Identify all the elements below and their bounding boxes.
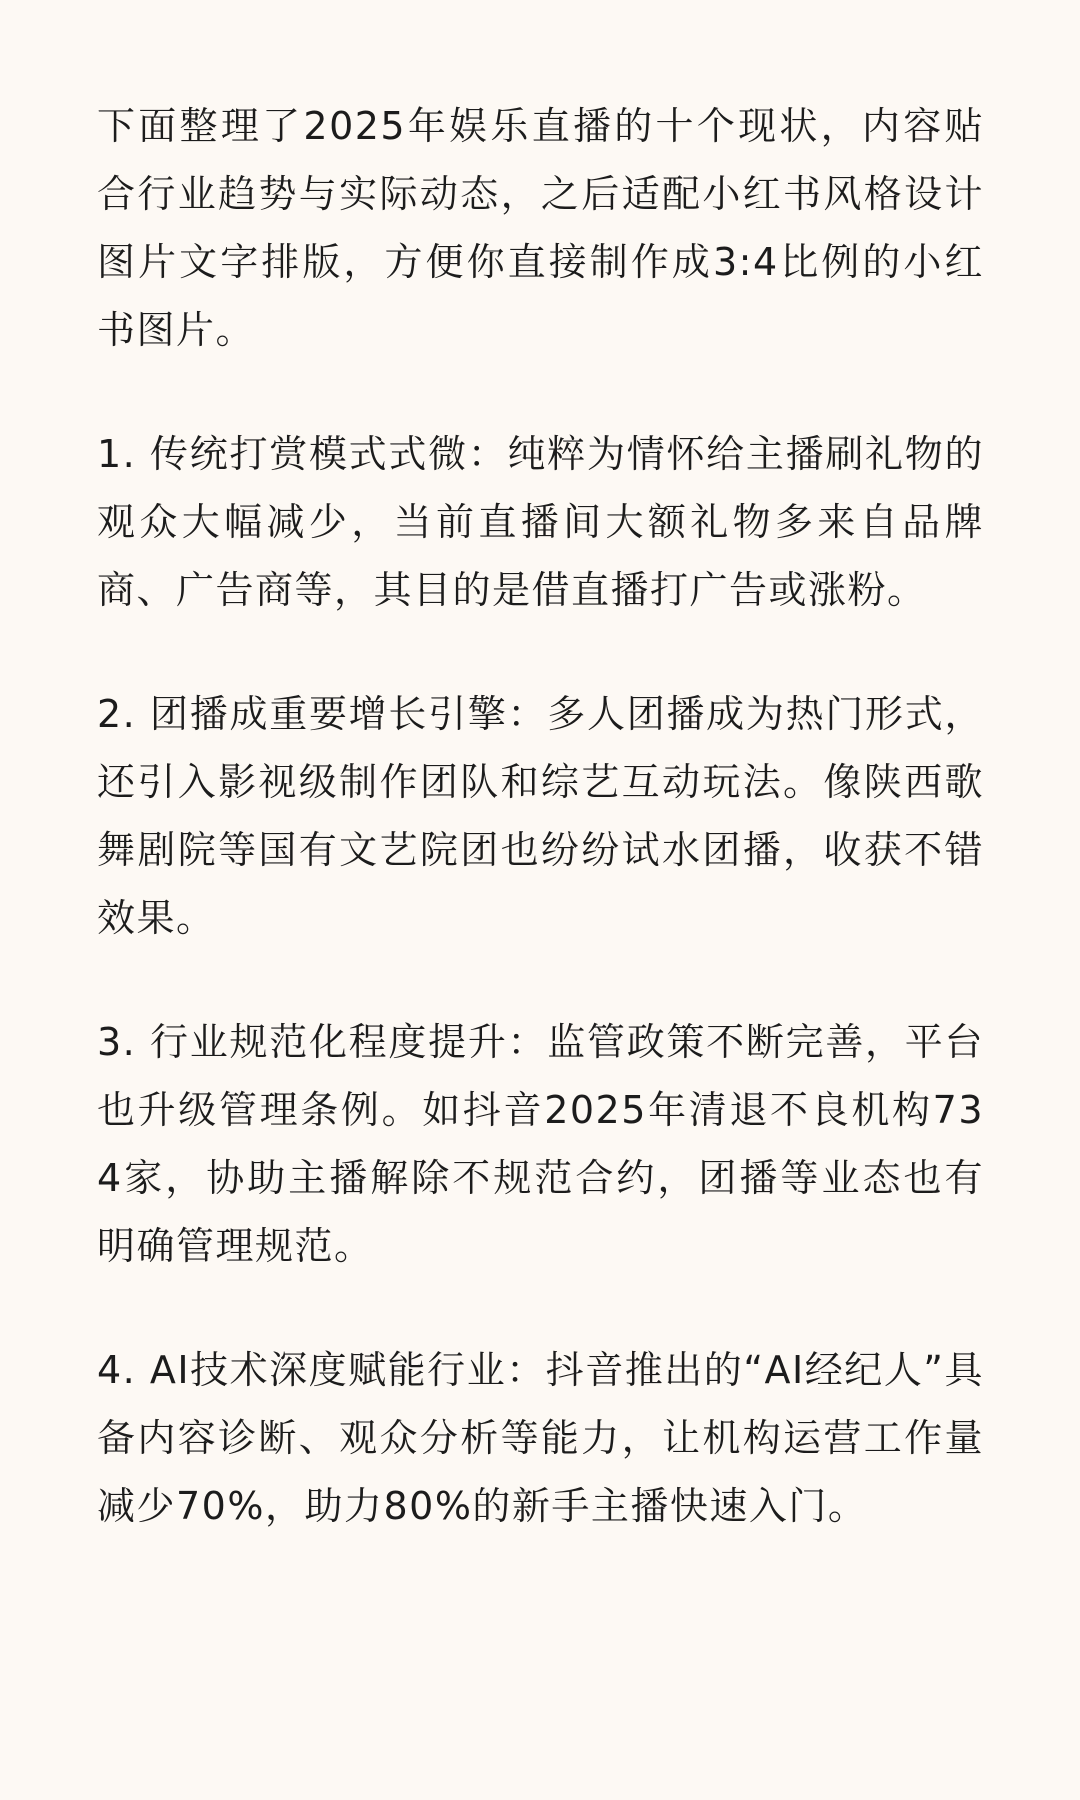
list-item: 3. 行业规范化程度提升：监管政策不断完善，平台也升级管理条例。如抖音2025年清退不良机构734家，协助主播解除不规范合约，团播等业态也有明确管理规范。	[97, 1020, 984, 1268]
intro-paragraph: 下面整理了2025年娱乐直播的十个现状，内容贴合行业趋势与实际动态，之后适配小红书风格设计图片文字排版，方便你直接制作成3:4比例的小红书图片。	[97, 104, 984, 352]
list-item: 4. AI技术深度赋能行业：抖音推出的“AI经纪人”具备内容诊断、观众分析等能力，让机构运营工作量减少70%，助力80%的新手主播快速入门。	[97, 1348, 984, 1528]
list-item: 1. 传统打赏模式式微：纯粹为情怀给主播刷礼物的观众大幅减少，当前直播间大额礼物多来自品牌商、广告商等，其目的是借直播打广告或涨粉。	[97, 432, 984, 612]
list-item: 2. 团播成重要增长引擎：多人团播成为热门形式，还引入影视级制作团队和综艺互动玩法。像陕西歌舞剧院等国有文艺院团也纷纷试水团播，收获不错效果。	[97, 692, 984, 940]
